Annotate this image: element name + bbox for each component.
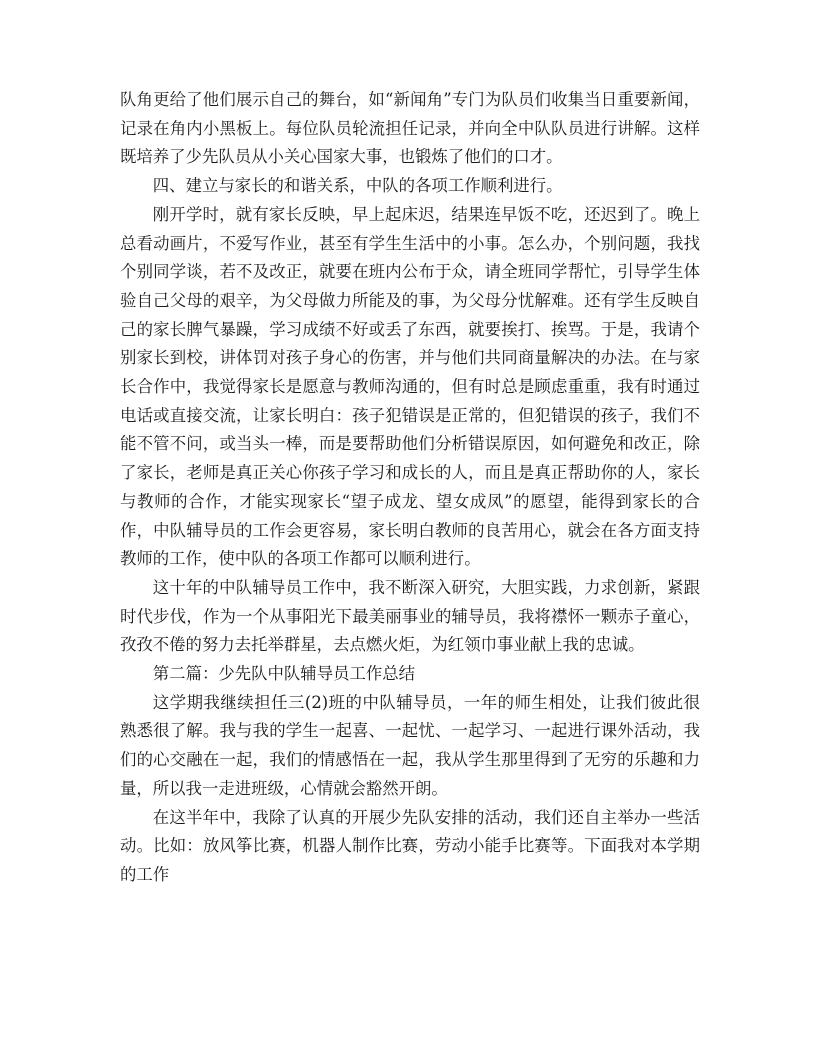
paragraph-half-year: 在这半年中，我除了认真的开展少先队安排的活动，我们还自主举办一些活动。比如：放风筝比赛，机器人制作比赛，劳动小能手比赛等。下面我对本学期的工作 [120,807,700,884]
section-heading-four: 四、建立与家长的和谐关系，中队的各项工作顺利进行。 [152,176,563,196]
paragraph-parents: 刚开学时，就有家长反映，早上起床迟，结果连早饭不吃，还迟到了。晚上总看动画片，不爱写作业，甚至有学生生活中的小事。怎么办，个别问题，我找个别同学谈，若不及改正，就要在班内公布于众，请全班同学帮忙，引导学生体验自己父母的艰辛，为父母做力所能及的事，为父母分忧解难。还有学生反映自己的家长脾气暴躁，学习成绩不好或丢了东西，就要挨打、挨骂。于是，我请个别家长到校，讲体罚对孩子身心的伤害，并与他们共同商量解决的办法。在与家长合作中，我觉得家长是愿意与教师沟通的，但有时总是顾虑重重，我有时通过电话或直接交流，让家长明白：孩子犯错误是正常的，但犯错误的孩子，我们不能不管不问，或当头一棒，而是要帮助他们分析错误原因，如何避免和改正，除了家长，老师是真正关心你孩子学习和成长的人，而且是真正帮助你的人，家长与教师的合作，才能实现家长“望子成龙、望女成凤”的愿望，能得到家长的合作，中队辅导员的工作会更容易，家长明白教师的良苦用心，就会在各方面支持教师的工作，使中队的各项工作都可以顺利进行。 [120,204,700,569]
paragraph-ten-years: 这十年的中队辅导员工作中，我不断深入研究，大胆实践，力求创新，紧跟时代步伐，作为一个从事阳光下最美丽事业的辅导员，我将襟怀一颗赤子童心，孜孜不倦的努力去托举群星，去点燃火炬，为红领巾事业献上我的忠诚。 [120,577,700,655]
document-body [120,86,700,890]
paragraph-continuation: 队角更给了他们展示自己的舞台，如“新闻角”专门为队员们收集当日重要新闻，记录在角内小黑板上。每位队员轮流担任记录，并向全中队队员进行讲解。这样既培养了少先队员从小关心国家大事，也锻炼了他们的口才。 [120,90,700,167]
paragraph-this-semester: 这学期我继续担任三(2)班的中队辅导员，一年的师生相处，让我们彼此很熟悉很了解。我与我的学生一起喜、一起忧、一起学习、一起进行课外活动，我们的心交融在一起，我们的情感悟在一起，我从学生那里得到了无穷的乐趣和力量，所以我一走进班级，心情就会豁然开朗。 [120,692,700,798]
article-heading-second: 第二篇：少先队中队辅导员工作总结 [152,664,416,684]
